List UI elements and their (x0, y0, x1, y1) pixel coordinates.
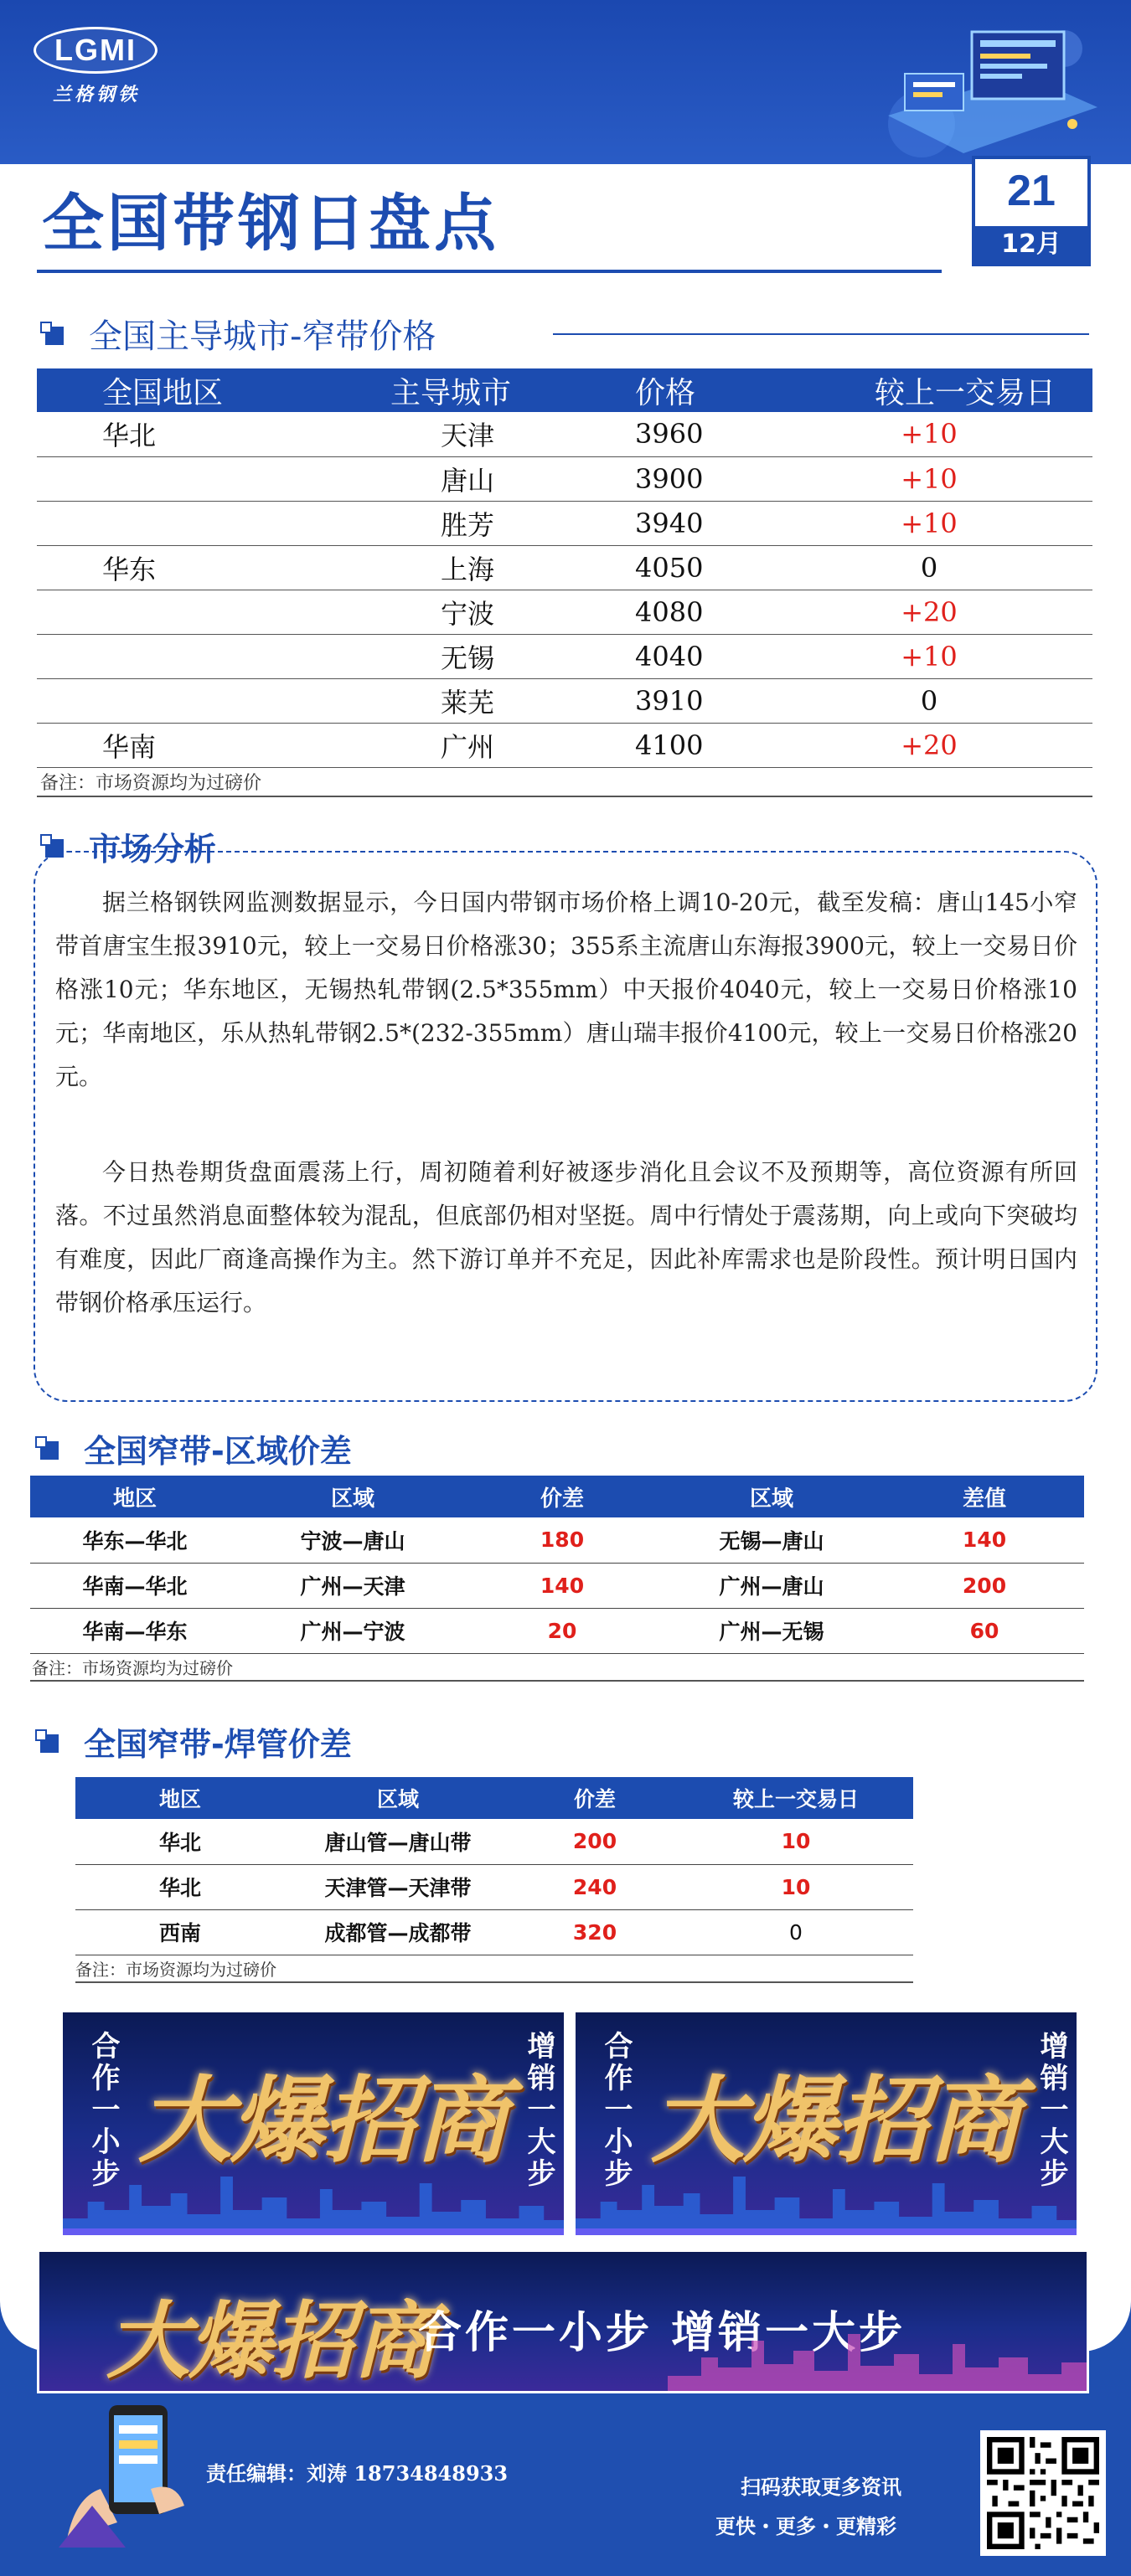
table-row (37, 634, 1092, 678)
table-row (30, 1608, 1084, 1653)
weld-pipe-spread-table (75, 1777, 913, 1955)
cell-city: 宁波 (313, 590, 598, 634)
section-bullet-icon (40, 1436, 65, 1461)
scan-prompt: 扫码获取更多资讯 (741, 2475, 901, 2499)
cell-spread: 20 (466, 1608, 658, 1653)
table-row (30, 1563, 1084, 1608)
date-badge (972, 156, 1091, 266)
col-area: 地区 (30, 1476, 240, 1517)
region-spread-header (30, 1476, 1084, 1517)
cell-city: 天津 (313, 412, 598, 456)
col-region: 全国地区 (37, 368, 313, 412)
cell-diff: 140 (885, 1517, 1084, 1563)
banner-main-text: 大爆招商 (651, 2067, 1020, 2176)
ad-banner-wide[interactable] (37, 2249, 1089, 2393)
page-title: 全国带钢日盘点 (42, 188, 499, 260)
analysis-paragraph-2: 今日热卷期货盘面震荡上行，周初随着利好被逐步消化且会议不及预期等，高位资源有所回落。不过虽然消息面整体较为混乱，但底部仍相对坚挺。周中行情处于震荡期，向上或向下突破均有难度，因此厂商逢高操作为主。然下游订单并不充足，因此补库需求也是阶段性。预计明日国内带钢价格承压运行。 (55, 1158, 1077, 1316)
banner-slogan: 合作一小步 增销一大步 (418, 2308, 906, 2358)
header (0, 0, 1131, 167)
section1-note: 备注：市场资源均为过磅价 (40, 773, 262, 794)
section3-note: 备注：市场资源均为过磅价 (75, 1960, 276, 1980)
cell-city: 莱芜 (313, 678, 598, 723)
cell-diff: 60 (885, 1608, 1084, 1653)
cell-zone-2: 无锡—唐山 (658, 1517, 885, 1563)
cell-zone: 天津管—天津带 (285, 1864, 511, 1909)
cell-price: 3910 (598, 678, 808, 723)
cell-price: 3900 (598, 456, 808, 501)
table-row (37, 456, 1092, 501)
cell-area: 华南—华北 (30, 1563, 240, 1608)
col-price: 价格 (598, 368, 808, 412)
banner-left-side-text: 合作一小步 (86, 2031, 120, 2190)
table-row (75, 1864, 913, 1909)
price-table (37, 368, 1092, 768)
region-spread-table (30, 1476, 1084, 1654)
section1-heading (45, 310, 436, 358)
city-skyline-icon (63, 2160, 564, 2235)
banner-main-text: 大爆招商 (106, 2292, 435, 2390)
table-row (75, 1909, 913, 1955)
banner-main-text: 大爆招商 (138, 2067, 507, 2176)
cell-zone: 宁波—唐山 (240, 1517, 466, 1563)
qr-code-icon (987, 2437, 1099, 2549)
lgmi-logo (34, 27, 159, 111)
cell-price: 4050 (598, 545, 808, 590)
col-zone-2: 区域 (658, 1476, 885, 1517)
cell-region (37, 678, 313, 723)
table-row (37, 501, 1092, 545)
section1-bottom-rule (37, 796, 1092, 797)
cell-region (37, 501, 313, 545)
cell-city: 胜芳 (313, 501, 598, 545)
cell-price: 4100 (598, 723, 808, 767)
cell-price: 3960 (598, 412, 808, 456)
cell-price: 4040 (598, 634, 808, 678)
section-bullet-icon (40, 1729, 65, 1754)
section2-note: 备注：市场资源均为过磅价 (32, 1658, 233, 1678)
table-row (75, 1819, 913, 1864)
cell-region: 华南 (37, 723, 313, 767)
banner-right-side-text: 增销一大步 (1035, 2031, 1068, 2190)
table-row (37, 412, 1092, 456)
section2-title: 全国窄带-区域价差 (84, 1433, 352, 1470)
table-row (37, 678, 1092, 723)
section3-bottom-rule (75, 1981, 913, 1983)
table-row (37, 545, 1092, 590)
cell-price: 4080 (598, 590, 808, 634)
section1-title: 全国主导城市-窄带价格 (89, 317, 436, 356)
qr-code[interactable] (980, 2430, 1106, 2556)
cell-change: +10 (808, 634, 1092, 678)
logo-mark: LGMI (34, 27, 158, 74)
col-change: 较上一交易日 (808, 368, 1092, 412)
price-table-header (37, 368, 1092, 412)
cell-change: +10 (808, 412, 1092, 456)
table-row (37, 590, 1092, 634)
cell-change: 10 (679, 1864, 913, 1909)
cell-zone: 成都管—成都带 (285, 1909, 511, 1955)
col-zone: 区域 (240, 1476, 466, 1517)
ad-banner-right[interactable] (573, 2010, 1079, 2238)
col-area: 地区 (75, 1777, 285, 1819)
col-spread: 价差 (511, 1777, 679, 1819)
cell-area: 华北 (75, 1864, 285, 1909)
cell-region: 华北 (37, 412, 313, 456)
cell-zone: 唐山管—唐山带 (285, 1819, 511, 1864)
table-row (37, 723, 1092, 767)
cell-area: 华北 (75, 1819, 285, 1864)
cell-zone-2: 广州—唐山 (658, 1563, 885, 1608)
col-city: 主导城市 (313, 368, 598, 412)
section2-heading (40, 1425, 352, 1471)
city-skyline-icon (668, 2316, 1087, 2391)
phone-hand-icon (59, 2397, 193, 2548)
city-skyline-icon (576, 2160, 1077, 2235)
col-diff: 差值 (885, 1476, 1084, 1517)
title-underline (37, 270, 942, 273)
analysis-title: 市场分析 (89, 831, 217, 868)
cell-area: 华东—华北 (30, 1517, 240, 1563)
banner-right-side-text: 增销一大步 (522, 2031, 555, 2190)
cell-spread: 140 (466, 1563, 658, 1608)
date-day: 21 (1007, 167, 1056, 215)
cell-area: 西南 (75, 1909, 285, 1955)
date-month: 12月 (975, 226, 1087, 263)
cell-zone: 广州—天津 (240, 1563, 466, 1608)
cell-city: 广州 (313, 723, 598, 767)
cell-city: 无锡 (313, 634, 598, 678)
cell-spread: 200 (511, 1819, 679, 1864)
cell-area: 华南—华东 (30, 1608, 240, 1653)
section2-bottom-rule (30, 1680, 1084, 1682)
cell-region (37, 590, 313, 634)
col-zone: 区域 (285, 1777, 511, 1819)
col-spread: 价差 (466, 1476, 658, 1517)
table-row (30, 1517, 1084, 1563)
section1-rule (553, 333, 1089, 335)
cell-spread: 320 (511, 1909, 679, 1955)
section3-title: 全国窄带-焊管价差 (84, 1726, 352, 1763)
cell-city: 上海 (313, 545, 598, 590)
col-change: 较上一交易日 (679, 1777, 913, 1819)
cell-change: 10 (679, 1819, 913, 1864)
cell-diff: 200 (885, 1563, 1084, 1608)
cell-change: 0 (808, 545, 1092, 590)
cell-city: 唐山 (313, 456, 598, 501)
scan-tagline: 更快・更多・更精彩 (715, 2514, 896, 2538)
cell-change: +20 (808, 590, 1092, 634)
ad-banner-left[interactable] (60, 2010, 566, 2238)
banner-left-side-text: 合作一小步 (599, 2031, 633, 2190)
cell-price: 3940 (598, 501, 808, 545)
cell-change: 0 (679, 1909, 913, 1955)
analysis-paragraph-1: 据兰格钢铁网监测数据显示，今日国内带钢市场价格上调10-20元，截至发稿：唐山145小窄带首唐宝生报3910元，较上一交易日价格涨30；355系主流唐山东海报3900元，较上一交易日价格涨10元；华东地区，无锡热轧带钢(2.5*355mm）中天报价4040元，较上一交易日价格涨10元；华南地区，乐从热轧带钢2.5*(232-355mm）唐山瑞丰报价4100元，较上一交易日价格涨20元。 (55, 889, 1077, 1090)
cell-change: +10 (808, 501, 1092, 545)
cell-change: +10 (808, 456, 1092, 501)
cell-zone-2: 广州—无锡 (658, 1608, 885, 1653)
cell-spread: 240 (511, 1864, 679, 1909)
tech-illustration-icon (855, 15, 1106, 162)
logo-subtitle: 兰格钢铁 (52, 85, 140, 106)
cell-change: 0 (808, 678, 1092, 723)
cell-change: +20 (808, 723, 1092, 767)
section3-heading (40, 1718, 352, 1765)
section-bullet-icon (45, 322, 70, 347)
cell-region: 华东 (37, 545, 313, 590)
cell-spread: 180 (466, 1517, 658, 1563)
cell-region (37, 456, 313, 501)
cell-zone: 广州—宁波 (240, 1608, 466, 1653)
editor-info: 责任编辑：刘涛 18734848933 (206, 2461, 509, 2486)
cell-region (37, 634, 313, 678)
weld-pipe-header (75, 1777, 913, 1819)
